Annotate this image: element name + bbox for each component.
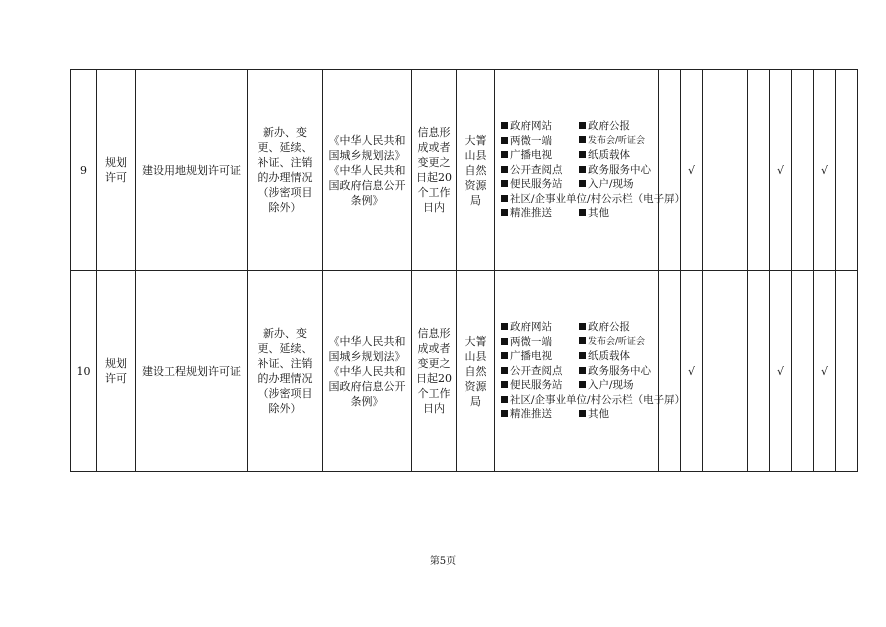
checkbox-square-icon: [501, 166, 508, 173]
channel-label: 便民服务站: [510, 178, 563, 191]
channel-item: [501, 393, 686, 408]
channel-label: 纸质载体: [588, 350, 630, 363]
channel-item: [579, 134, 657, 149]
category-cell: [97, 271, 136, 472]
channel-label: 政府网站: [510, 321, 552, 334]
channel-item: [579, 206, 657, 221]
table-row: [71, 70, 858, 271]
checkbox-square-icon: [501, 151, 508, 158]
checkbox-square-icon: [579, 367, 586, 374]
checkbox-square-icon: [501, 396, 508, 403]
row-number: [71, 70, 97, 271]
tick-cell: [659, 271, 681, 472]
channel-item: [501, 335, 579, 350]
tick-cell: [792, 70, 814, 271]
tick-cell: [659, 70, 681, 271]
channel-label: 政府公报: [588, 120, 630, 133]
channel-item: [501, 177, 579, 192]
tick-cell: √: [681, 271, 703, 472]
checkbox-square-icon: [579, 122, 586, 129]
channel-label: 入户/现场: [588, 379, 634, 392]
checkbox-square-icon: [501, 410, 508, 417]
time-limit-cell-text: 信息形成或者变更之日起20个工作日内: [416, 126, 452, 214]
checkbox-square-icon: [501, 338, 508, 345]
checkbox-square-icon: [579, 381, 586, 388]
basis-cell-text: 《中华人民共和国城乡规划法》《中华人民共和国政府信息公开条例》: [328, 133, 406, 207]
content-cell: [248, 70, 323, 271]
channel-item: [501, 349, 579, 364]
tick-cell: [748, 70, 770, 271]
channel-item: [501, 364, 579, 379]
org-cell-text: 大箐山县自然资源局: [464, 334, 487, 408]
channel-item: [579, 119, 657, 134]
content-cell-text: 新办、变更、延续、补证、注销的办理情况（涉密项目除外）: [257, 126, 313, 214]
channel-item: [501, 206, 579, 221]
tick-cell: [792, 271, 814, 472]
channel-label: 发布会/听证会: [588, 336, 646, 347]
checkbox-square-icon: [579, 136, 586, 143]
channel-label: 社区/企事业单位/村公示栏（电子屏）: [510, 393, 686, 406]
checkbox-square-icon: [579, 352, 586, 359]
row-number-text: 10: [76, 364, 91, 378]
row-number: [71, 271, 97, 472]
channel-item: [501, 148, 579, 163]
channel-item: [579, 407, 657, 422]
tick-cell: √: [770, 70, 792, 271]
checkbox-square-icon: [501, 180, 508, 187]
content-cell-text: 新办、变更、延续、补证、注销的办理情况（涉密项目除外）: [257, 327, 313, 415]
content-cell: [248, 271, 323, 472]
channel-label: 政务服务中心: [588, 163, 651, 176]
basis-cell: [323, 271, 412, 472]
channel-item: [501, 163, 579, 178]
channel-item: [579, 163, 657, 178]
checkbox-square-icon: [501, 209, 508, 216]
channel-item: [501, 192, 686, 207]
channel-label: 精准推送: [510, 207, 552, 220]
checkbox-square-icon: [501, 122, 508, 129]
channel-label: 纸质载体: [588, 149, 630, 162]
item-name-cell: [136, 70, 248, 271]
channel-label: 政府网站: [510, 120, 552, 133]
channel-item: [579, 320, 657, 335]
channel-label: 精准推送: [510, 408, 552, 421]
checkbox-square-icon: [579, 337, 586, 344]
checkbox-square-icon: [501, 195, 508, 202]
channel-label: 入户/现场: [588, 178, 634, 191]
disclosure-table: [70, 69, 858, 472]
channel-item: [579, 335, 657, 350]
item-name-cell: [136, 271, 248, 472]
tick-cell: [748, 271, 770, 472]
category-cell: [97, 70, 136, 271]
tick-cell: √: [814, 271, 836, 472]
channel-item: [501, 378, 579, 393]
channel-label: 便民服务站: [510, 379, 563, 392]
channel-label: 政务服务中心: [588, 364, 651, 377]
org-cell: [457, 70, 495, 271]
channels-cell: [495, 70, 686, 271]
channel-label: 广播电视: [510, 350, 552, 363]
time-limit-cell: [412, 271, 457, 472]
page-footer: 第5页: [429, 556, 457, 567]
channel-list: [501, 320, 686, 422]
channel-item: [579, 349, 657, 364]
channel-item: [501, 119, 579, 134]
channel-label: 政府公报: [588, 321, 630, 334]
checkbox-square-icon: [579, 151, 586, 158]
category-cell-text: 规划许可: [105, 156, 127, 184]
channel-label: 两微一端: [510, 335, 552, 348]
channel-label: 公开查阅点: [510, 364, 563, 377]
checkbox-square-icon: [501, 367, 508, 374]
channel-label: 其他: [588, 408, 609, 421]
channel-item: [579, 378, 657, 393]
channel-label: 其他: [588, 207, 609, 220]
channel-item: [579, 364, 657, 379]
basis-cell-text: 《中华人民共和国城乡规划法》《中华人民共和国政府信息公开条例》: [328, 334, 406, 408]
checkbox-square-icon: [579, 209, 586, 216]
channel-item: [501, 407, 579, 422]
channel-label: 公开查阅点: [510, 163, 563, 176]
tick-cell: √: [681, 70, 703, 271]
basis-cell: [323, 70, 412, 271]
category-cell-text: 规划许可: [105, 357, 127, 385]
checkbox-square-icon: [501, 381, 508, 388]
time-limit-cell-text: 信息形成或者变更之日起20个工作日内: [416, 327, 452, 415]
table-body: [71, 70, 858, 472]
checkbox-square-icon: [579, 166, 586, 173]
channel-item: [579, 177, 657, 192]
org-cell-text: 大箐山县自然资源局: [464, 133, 487, 207]
channel-label: 社区/企事业单位/村公示栏（电子屏）: [510, 192, 686, 205]
channel-label: 两微一端: [510, 134, 552, 147]
channel-label: 广播电视: [510, 149, 552, 162]
checkbox-square-icon: [501, 323, 508, 330]
checkbox-square-icon: [501, 352, 508, 359]
channel-label: 发布会/听证会: [588, 135, 646, 146]
tick-cell: √: [770, 271, 792, 472]
checkbox-square-icon: [579, 410, 586, 417]
item-name-cell-text: 建设用地规划许可证: [142, 163, 241, 177]
table-row: [71, 271, 858, 472]
checkbox-square-icon: [579, 180, 586, 187]
channel-item: [579, 148, 657, 163]
time-limit-cell: [412, 70, 457, 271]
channel-item: [501, 320, 579, 335]
tick-cell: [703, 70, 748, 271]
channels-cell: [495, 271, 686, 472]
checkbox-square-icon: [579, 323, 586, 330]
org-cell: [457, 271, 495, 472]
tick-cell: √: [814, 70, 836, 271]
item-name-cell-text: 建设工程规划许可证: [142, 364, 241, 378]
row-number-text: 9: [80, 163, 87, 177]
tick-cell: [836, 70, 858, 271]
checkbox-square-icon: [501, 137, 508, 144]
tick-cell: [703, 271, 748, 472]
channel-list: [501, 119, 686, 221]
tick-cell: [836, 271, 858, 472]
channel-item: [501, 134, 579, 149]
